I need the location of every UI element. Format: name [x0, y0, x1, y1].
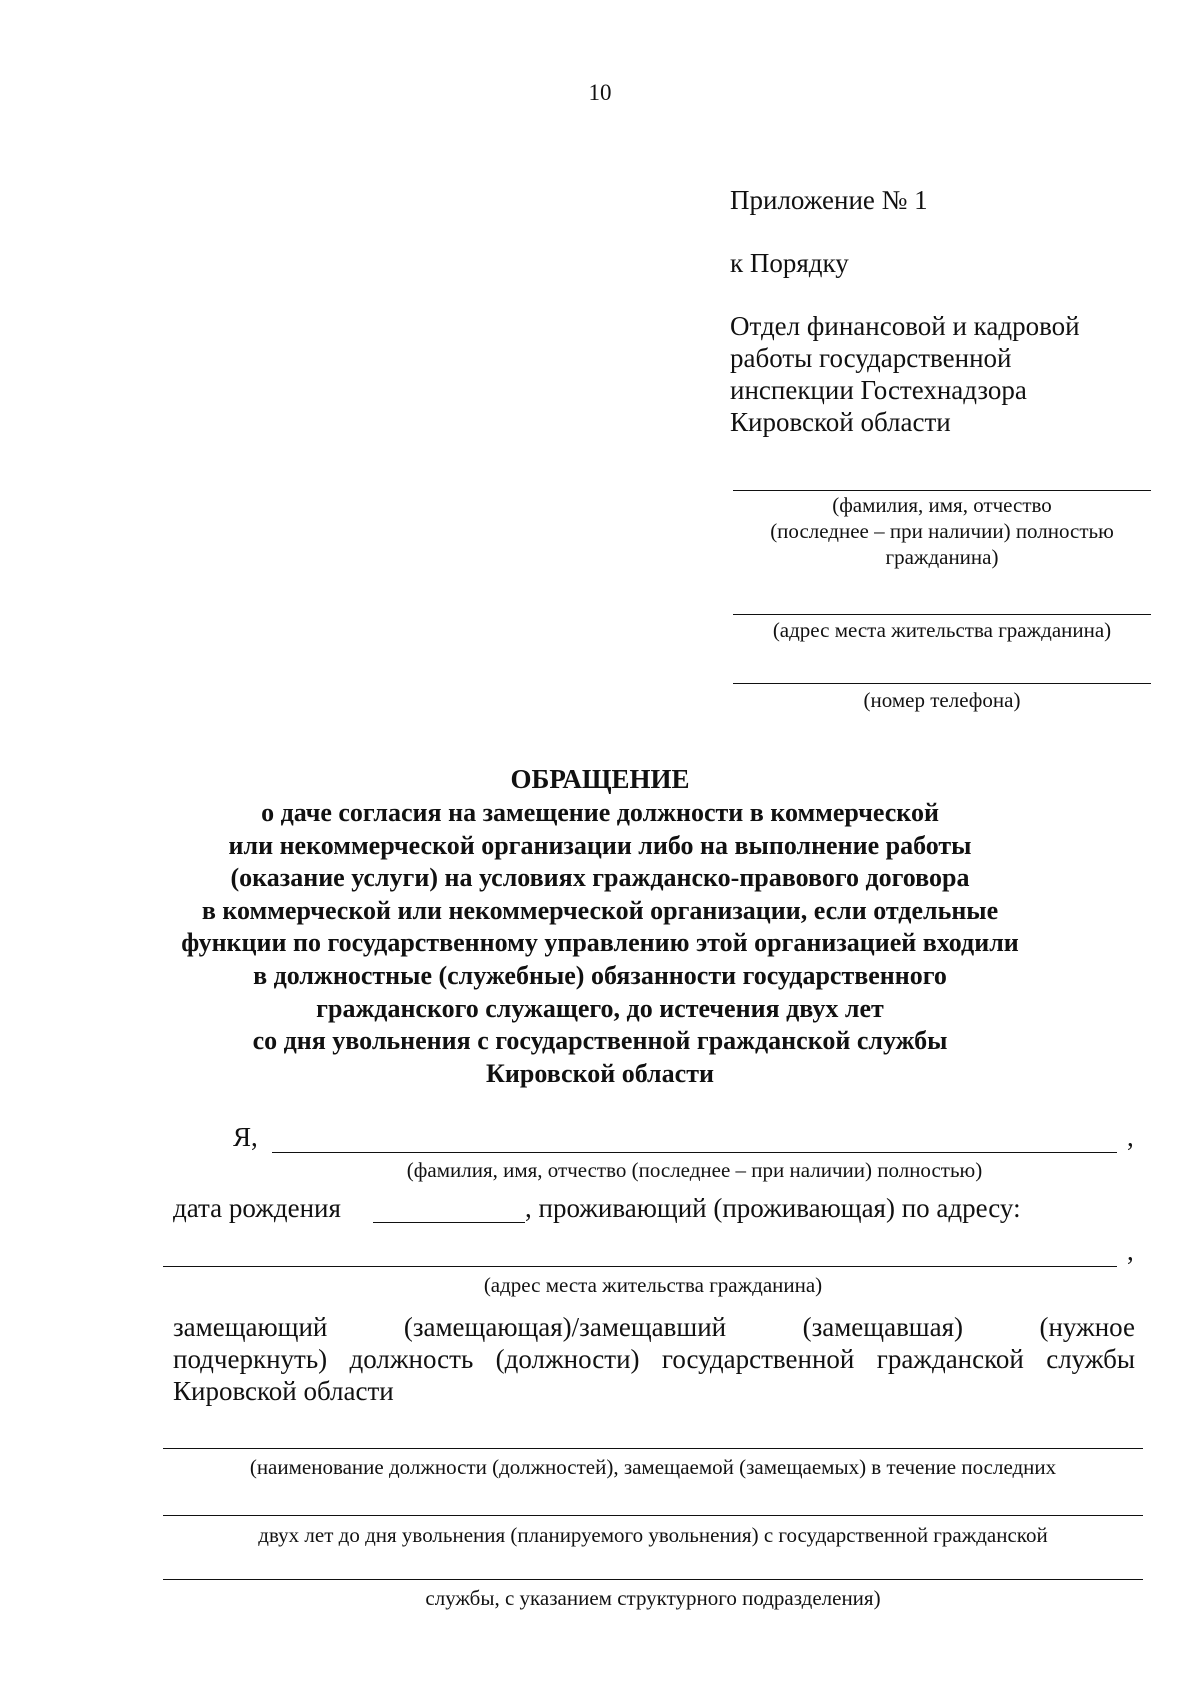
word: (замещающая)/замещавший	[403, 1312, 727, 1342]
subtitle-line: (оказание услуги) на условиях гражданско-правового договора	[230, 863, 970, 893]
subtitle-line: о даче согласия на замещение должности в коммерческой	[261, 798, 939, 827]
applicant-fio-caption	[733, 492, 1151, 570]
applicant-phone-caption: (номер телефона)	[863, 688, 1021, 712]
annex-reference: к Порядку	[730, 248, 849, 278]
subtitle-line: Кировской области	[486, 1058, 714, 1088]
fio-comma: ,	[1127, 1122, 1134, 1152]
word: службы	[1046, 1344, 1135, 1374]
position-line-2	[173, 1343, 1135, 1375]
position-field-line-3[interactable]	[163, 1579, 1143, 1580]
birth-date-field-line[interactable]	[373, 1222, 525, 1223]
word: замещающий	[173, 1312, 328, 1342]
address-field-line[interactable]	[163, 1266, 1117, 1267]
position-line-3: Кировской области	[173, 1376, 394, 1406]
subtitle-line: или некоммерческой организации либо на выполнение работы	[228, 830, 972, 860]
address-field-caption: (адрес места жительства гражданина)	[483, 1273, 823, 1297]
word: (нужное	[1039, 1312, 1135, 1342]
position-field-line-1[interactable]	[163, 1448, 1143, 1449]
residing-label: , проживающий (проживающая) по адресу:	[525, 1193, 1021, 1223]
word: гражданской	[876, 1344, 1024, 1374]
caption-line: (фамилия, имя, отчество	[832, 493, 1052, 517]
page-number: 10	[588, 80, 612, 105]
birth-date-label: дата рождения	[173, 1193, 341, 1223]
annex-number: Приложение № 1	[730, 185, 928, 215]
i-label: Я,	[233, 1122, 258, 1152]
addressee-line: Кировской области	[730, 407, 951, 437]
subtitle-line: со дня увольнения с государственной гражданской службы	[252, 1026, 948, 1056]
caption-line: (последнее – при наличии) полностью	[770, 519, 1114, 543]
document-title: ОБРАЩЕНИЕ	[510, 764, 690, 794]
word: (замещавшая)	[802, 1312, 963, 1342]
subtitle-line: функции по государственному управлению этой организацией входили	[181, 928, 1019, 958]
applicant-fio-line[interactable]	[733, 490, 1151, 491]
word: подчеркнуть)	[173, 1344, 328, 1374]
applicant-address-caption: (адрес места жительства гражданина)	[772, 618, 1112, 642]
subtitle-line: в должностные (служебные) обязанности государственного	[253, 960, 947, 990]
word: должность	[349, 1344, 474, 1374]
applicant-address-line[interactable]	[733, 614, 1151, 615]
position-paragraph	[173, 1311, 1135, 1407]
addressee-line: Отдел финансовой и кадровой	[730, 311, 1080, 341]
subtitle-line: в коммерческой или некоммерческой организации, если отдельные	[201, 895, 999, 925]
position-caption-3: службы, с указанием структурного подразделения)	[425, 1586, 881, 1610]
fio-field-line[interactable]	[272, 1152, 1117, 1153]
position-field-line-2[interactable]	[163, 1515, 1143, 1516]
document-subtitle	[0, 797, 1200, 1090]
addressee-line: инспекции Гостехнадзора	[730, 375, 1027, 405]
addressee-block	[730, 310, 1080, 438]
address-comma: ,	[1127, 1236, 1134, 1266]
position-line-1	[173, 1311, 1135, 1343]
applicant-phone-line[interactable]	[733, 683, 1151, 684]
word: государственной	[661, 1344, 855, 1374]
word: (должности)	[495, 1344, 640, 1374]
addressee-line: работы государственной	[730, 343, 1012, 373]
position-caption-1: (наименование должности (должностей), замещаемой (замещаемых) в течение последних	[249, 1455, 1057, 1479]
fio-field-caption: (фамилия, имя, отчество (последнее – при наличии) полностью)	[406, 1158, 983, 1182]
caption-line: гражданина)	[885, 545, 999, 569]
subtitle-line: гражданского служащего, до истечения двух лет	[316, 993, 884, 1023]
position-caption-2: двух лет до дня увольнения (планируемого увольнения) с государственной гражданской	[258, 1523, 1048, 1547]
